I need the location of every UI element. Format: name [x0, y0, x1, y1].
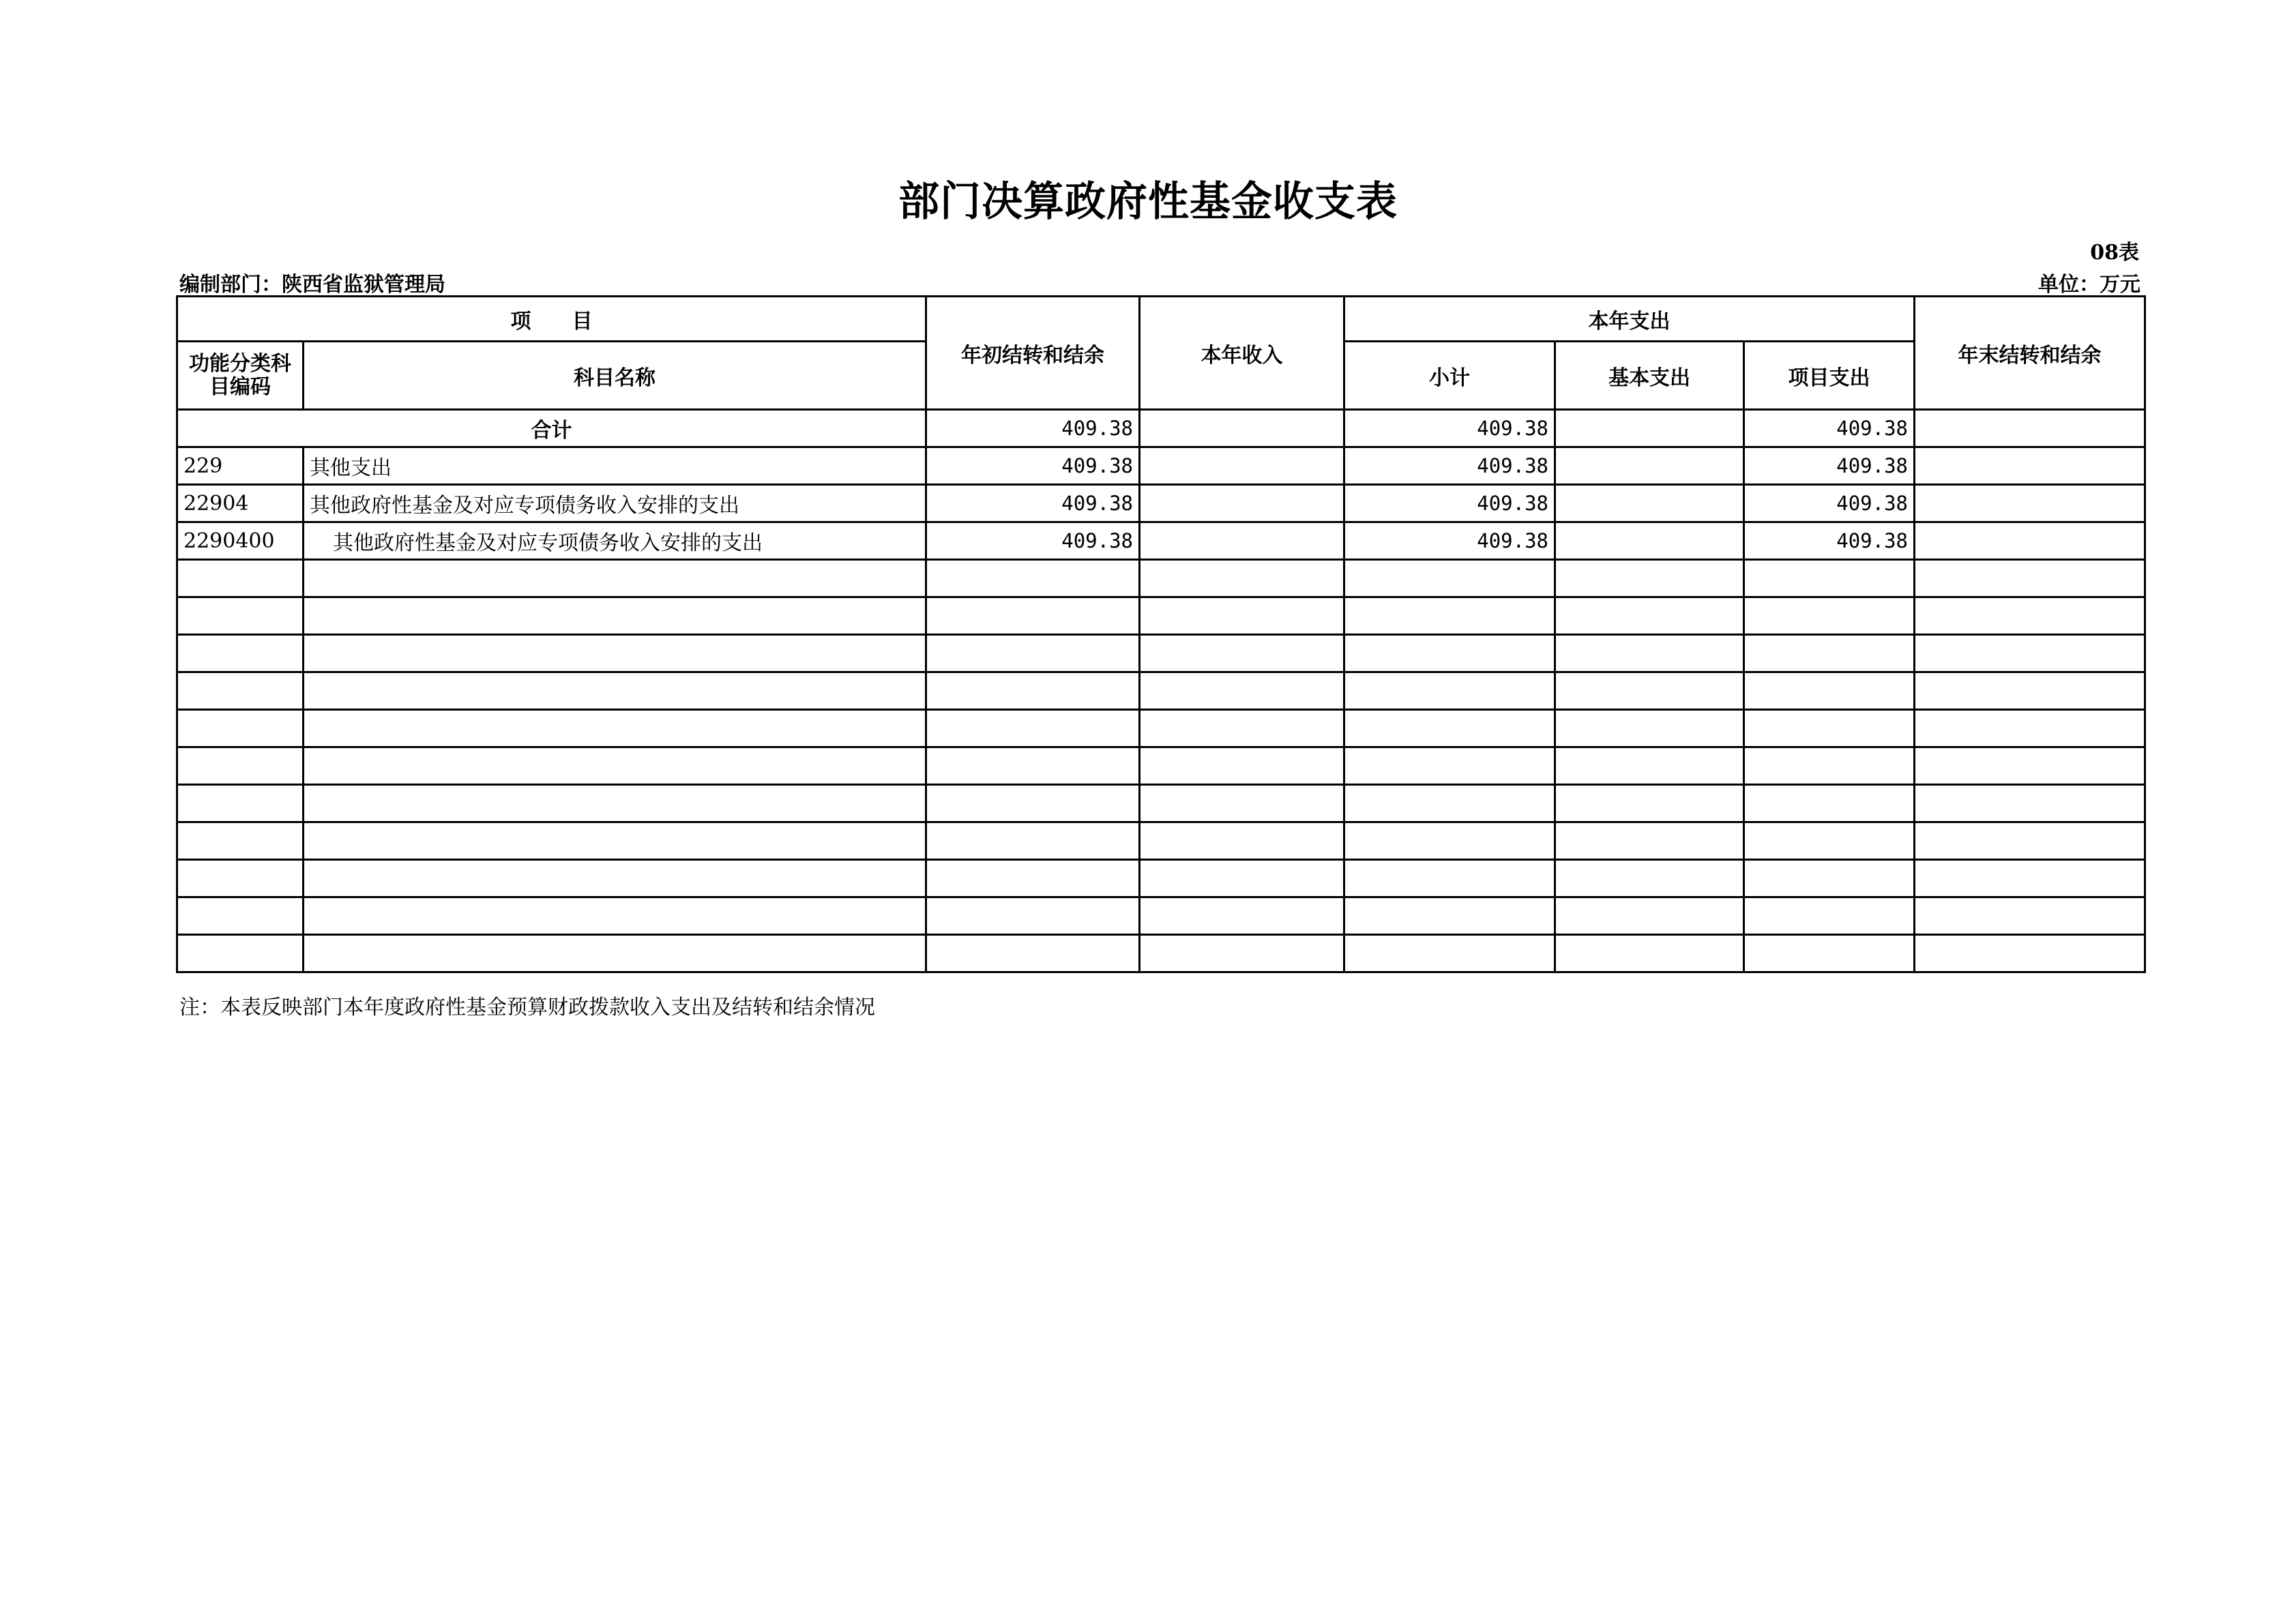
- table-row: [177, 485, 2145, 522]
- total-basic: [1555, 410, 1744, 447]
- total-begin-balance: 409.38: [926, 410, 1140, 447]
- footnote: 注：本表反映部门本年度政府性基金预算财政拨款收入支出及结转和结余情况: [179, 996, 875, 1019]
- row-income: [1140, 447, 1344, 485]
- total-end-balance: [1915, 410, 2145, 447]
- row-name: 其他支出: [304, 447, 926, 485]
- empty-row: [177, 597, 2145, 635]
- row-begin-balance: 409.38: [926, 522, 1140, 560]
- header-row-1: [177, 297, 2145, 342]
- unit-label: 单位：万元: [2038, 273, 2140, 297]
- header-begin-balance: 年初结转和结余: [926, 297, 1140, 410]
- header-income: 本年收入: [1140, 297, 1344, 410]
- total-project: 409.38: [1744, 410, 1915, 447]
- header-project: 项目支出: [1744, 342, 1915, 410]
- header-basic: 基本支出: [1555, 342, 1744, 410]
- row-name: 其他政府性基金及对应专项债务收入安排的支出: [304, 522, 926, 560]
- page-title: 部门决算政府性基金收支表: [898, 178, 1398, 226]
- empty-row: [177, 897, 2145, 935]
- header-name: 科目名称: [304, 342, 926, 410]
- empty-row: [177, 935, 2145, 972]
- empty-row: [177, 747, 2145, 785]
- row-end-balance: [1915, 485, 2145, 522]
- form-number: 08表: [2090, 241, 2139, 265]
- row-begin-balance: 409.38: [926, 485, 1140, 522]
- empty-row: [177, 822, 2145, 860]
- empty-row: [177, 560, 2145, 597]
- row-name: 其他政府性基金及对应专项债务收入安排的支出: [304, 485, 926, 522]
- header-item: 项 目: [177, 297, 926, 342]
- row-subtotal: 409.38: [1344, 447, 1555, 485]
- row-income: [1140, 522, 1344, 560]
- table-row: [177, 522, 2145, 560]
- row-subtotal: 409.38: [1344, 522, 1555, 560]
- row-project: 409.38: [1744, 522, 1915, 560]
- header-expenditure: 本年支出: [1344, 297, 1915, 342]
- row-basic: [1555, 485, 1744, 522]
- total-subtotal: 409.38: [1344, 410, 1555, 447]
- row-end-balance: [1915, 522, 2145, 560]
- total-row: [177, 410, 2145, 447]
- row-project: 409.38: [1744, 447, 1915, 485]
- empty-row: [177, 672, 2145, 710]
- empty-row: [177, 710, 2145, 747]
- empty-row: [177, 785, 2145, 822]
- header-subtotal: 小计: [1344, 342, 1555, 410]
- fund-table: [176, 295, 2146, 973]
- total-label: 合计: [177, 410, 926, 447]
- row-project: 409.38: [1744, 485, 1915, 522]
- header-code: 功能分类科目编码: [177, 342, 304, 410]
- row-basic: [1555, 447, 1744, 485]
- row-begin-balance: 409.38: [926, 447, 1140, 485]
- empty-row: [177, 635, 2145, 672]
- row-code: 229: [177, 447, 304, 485]
- row-income: [1140, 485, 1344, 522]
- row-end-balance: [1915, 447, 2145, 485]
- row-code: 22904: [177, 485, 304, 522]
- empty-row: [177, 860, 2145, 897]
- row-code: 2290400: [177, 522, 304, 560]
- row-subtotal: 409.38: [1344, 485, 1555, 522]
- header-end-balance: 年末结转和结余: [1915, 297, 2145, 410]
- row-basic: [1555, 522, 1744, 560]
- department-label: 编制部门：陕西省监狱管理局: [179, 273, 445, 297]
- table-row: [177, 447, 2145, 485]
- total-income: [1140, 410, 1344, 447]
